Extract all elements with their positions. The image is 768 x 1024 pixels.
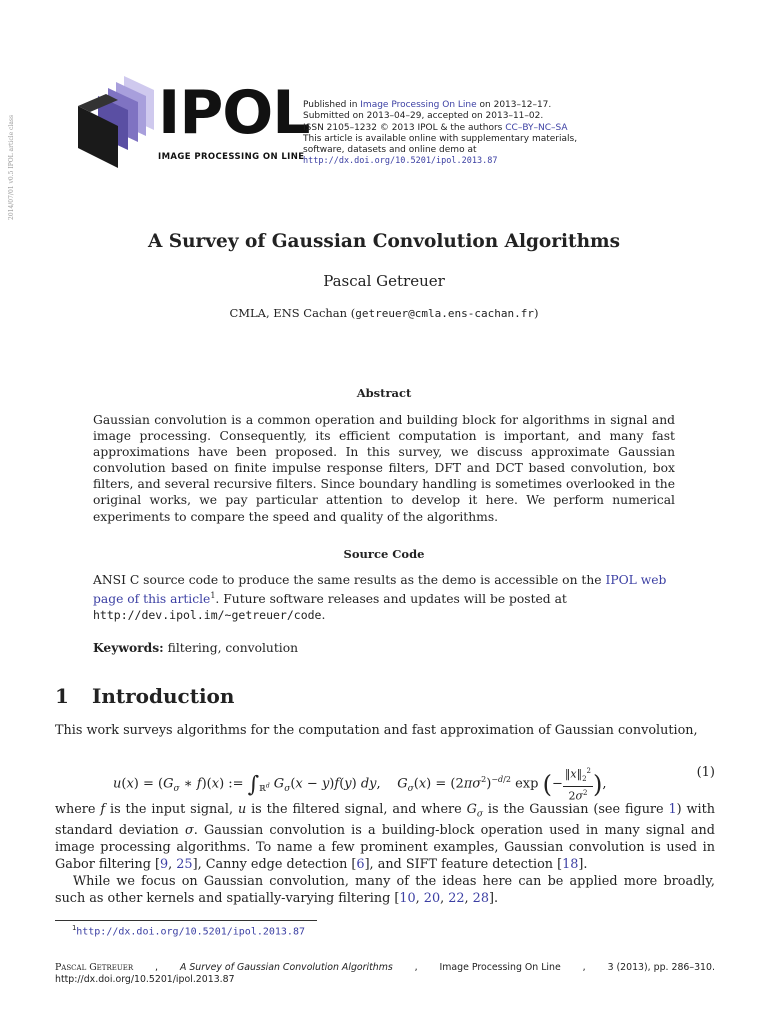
code-url[interactable]: http://dev.ipol.im/~getreuer/code	[93, 608, 322, 623]
intro-paragraph-2: While we focus on Gaussian convolution, many of the ideas here can be applied more broadly, such as other kernels and spatially-varying filtering [10, 20, 22, 28].	[55, 873, 715, 906]
source-text-3: .	[321, 608, 326, 623]
pub-line1-suffix: on 2013–12–17.	[479, 100, 552, 110]
equation-1	[55, 754, 715, 803]
source-text-2: . Future software releases and updates will be posted at	[215, 592, 567, 607]
pub-line1-prefix: Published in	[303, 100, 358, 110]
journal-link[interactable]: Image Processing On Line	[360, 100, 477, 110]
citation-6[interactable]: 6	[356, 856, 365, 872]
ipol-logo[interactable]	[76, 76, 310, 176]
citation-25[interactable]: 25	[176, 856, 193, 872]
source-code-heading: Source Code	[343, 547, 425, 561]
pub-dates: Submitted on 2013–04–29, accepted on 2013–11–02.	[303, 111, 544, 122]
keywords-label: Keywords:	[93, 640, 164, 655]
source-code-body	[93, 572, 675, 623]
paper-title: A Survey of Gaussian Convolution Algorithms	[147, 231, 621, 252]
publication-info	[303, 100, 623, 168]
logo-subtitle: IMAGE PROCESSING ON LINE	[158, 152, 305, 162]
ipol-logo-mark	[76, 76, 156, 176]
intro-body	[55, 802, 715, 907]
intro-lead: This work surveys algorithms for the computation and fast approximation of Gaussian convolution,	[55, 723, 698, 738]
section-title: Introduction	[92, 684, 235, 708]
pub-issn: ISSN 2105–1232 © 2013 IPOL & the authors	[303, 122, 503, 133]
page-footer: Pascal Getreuer , A Survey of Gaussian Convolution Algorithms , Image Processing On Line , 3 (2013), pp. 286–310. http://dx.doi.org/10.5201/ipol.2013.87	[55, 962, 715, 985]
citation-20[interactable]: 20	[423, 890, 441, 906]
logo-wordmark: IPOL	[158, 78, 310, 148]
equation-number: (1)	[696, 765, 715, 780]
equation-body: $u(x) = (G_\sigma$ ∗ f)(x) := $\int_{ℝ^d}$ $G_\sigma(x - y)f(y)$ dy, $G_\sigma(x) = (2\pi\sigma^2)^{-d/2}$ exp (− $\frac{‖x‖_2^2}{2\sigma^2}$ ),	[113, 767, 607, 803]
section-heading-introduction	[55, 684, 234, 708]
keywords-value: filtering, convolution	[167, 641, 299, 655]
license-link[interactable]: CC–BY–NC–SA	[505, 122, 568, 133]
citation-18[interactable]: 18	[562, 856, 579, 872]
abstract-heading: Abstract	[356, 386, 412, 400]
affiliation-close: )	[534, 306, 539, 320]
pub-availability: This article is available online with supplementary materials,	[303, 133, 578, 144]
abstract-body: Gaussian convolution is a common operation and building block for algorithms in signal and image processing. Consequently, its efficient computation is important, and many fast approximations have been proposed. In this survey, we discuss approximate Gaussian convolution based on finite impulse response filters, DFT and DCT based convolution, box filters, and several recursive filters. Since boundary handling is sometimes overlooked in the original works, we pay particular attention to develop it here. We perform numerical experiments to compare the speed and quality of the algorithms.	[93, 413, 675, 524]
ipol-page-link[interactable]: IPOL web page of this article	[93, 573, 667, 607]
author-affiliation	[0, 306, 768, 320]
intro-paragraph-1: where f is the input signal, u is the filtered signal, and where $G_\sigma$ is the Gaussian (see figure 1) with standard deviation σ. Gaussian convolution is a building-block operation used in many signal and image processing algorithms. To name a few prominent examples, Gaussian convolution is used in Gabor filtering [9, 25], Canny edge detection [6], and SIFT feature detection [18].	[55, 802, 715, 872]
footer-doi[interactable]: http://dx.doi.org/10.5201/ipol.2013.87	[55, 974, 235, 985]
source-text-1: ANSI C source code to produce the same results as the demo is accessible on the	[93, 573, 602, 587]
footer-volume: 3 (2013), pp. 286–310.	[607, 962, 715, 973]
footnote-url[interactable]: http://dx.doi.org/10.5201/ipol.2013.87	[76, 926, 305, 938]
footnote-number: 1	[72, 924, 77, 932]
citation-22[interactable]: 22	[448, 890, 465, 906]
footnote-mark[interactable]: 1	[210, 591, 216, 601]
footnote-divider	[55, 920, 317, 921]
doi-link[interactable]: http://dx.doi.org/10.5201/ipol.2013.87	[303, 156, 498, 167]
paper-author: Pascal Getreuer	[323, 272, 445, 290]
footnote	[72, 924, 305, 937]
version-stamp: 2014/07/01 v0.5 IPOL article class	[8, 114, 15, 220]
footer-comma: ,	[155, 962, 159, 973]
footer-title: A Survey of Gaussian Convolution Algorithms	[179, 962, 393, 973]
author-email[interactable]: getreuer@cmla.ens-cachan.fr	[355, 307, 535, 320]
section-number: 1	[55, 684, 69, 708]
affiliation-text: CMLA, ENS Cachan (	[229, 306, 356, 320]
citation-28[interactable]: 28	[472, 890, 489, 906]
figure-ref-1[interactable]: 1	[668, 802, 677, 817]
pub-availability-2: software, datasets and online demo at	[303, 145, 477, 156]
footer-author: Pascal Getreuer	[55, 962, 134, 973]
footer-journal: Image Processing On Line	[439, 962, 561, 973]
citation-9[interactable]: 9	[159, 856, 169, 872]
keywords	[93, 640, 675, 656]
citation-10[interactable]: 10	[399, 890, 416, 906]
